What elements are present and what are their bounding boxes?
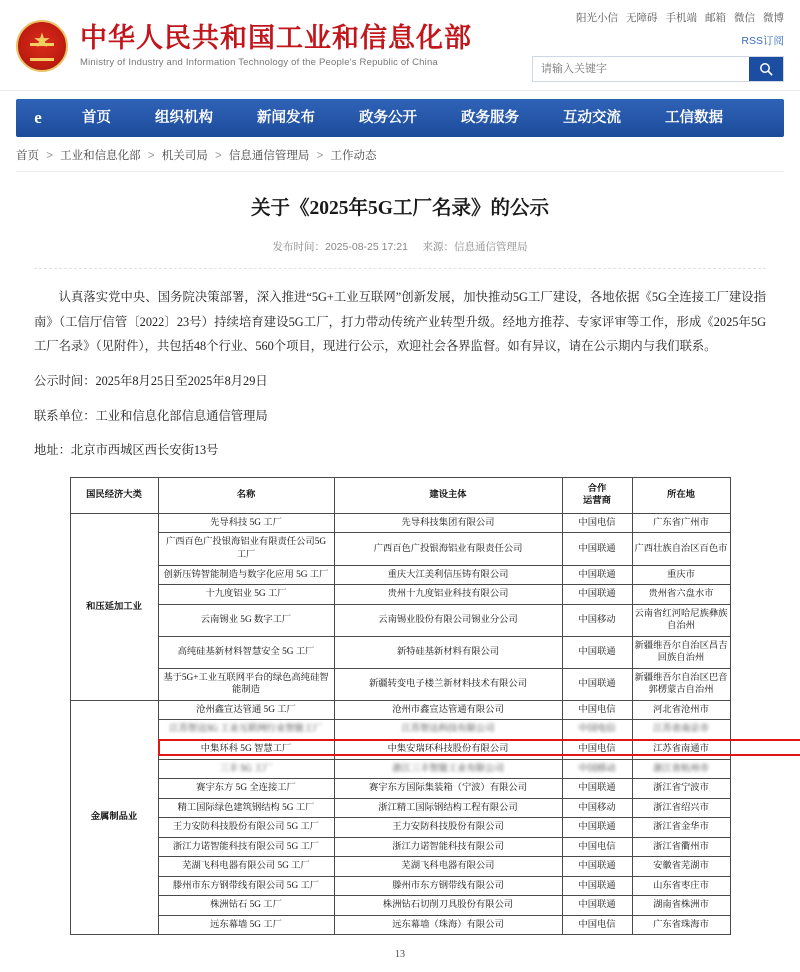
cell-name: 浙江力诺智能科技有限公司 5G 工厂 (158, 837, 334, 857)
table-row (70, 636, 730, 668)
breadcrumb-separator: > (46, 150, 53, 162)
cell-location: 广东省广州市 (632, 513, 730, 533)
breadcrumb-item-0[interactable]: 首页 (16, 150, 39, 162)
cell-name: 滕州市东方钢带线有限公司 5G 工厂 (158, 876, 334, 896)
cell-entity: 王力安防科技股份有限公司 (334, 818, 562, 838)
cell-name: 十九度铝业 5G 工厂 (158, 585, 334, 605)
category-cell-metal-rolling: 和压延加工业 (70, 513, 158, 700)
nav-item-gov-service[interactable]: 政务服务 (439, 99, 541, 137)
table-row (70, 533, 730, 565)
top-link-rss[interactable]: RSS订阅 (741, 33, 784, 48)
cell-location: 河北省沧州市 (632, 700, 730, 720)
table-row (70, 857, 730, 877)
cell-location: 浙江省宁波市 (632, 779, 730, 799)
cell-location: 安徽省芜湖市 (632, 857, 730, 877)
cell-location: 江苏省南京市 (632, 720, 730, 740)
page-number: 13 (34, 949, 766, 960)
th-name: 名称 (158, 477, 334, 513)
site-title-block (80, 24, 532, 69)
cell-location: 江苏省南通市 (632, 740, 730, 760)
cell-location: 云南省红河哈尼族彝族自治州 (632, 604, 730, 636)
cell-entity: 沧州市鑫宣达管通有限公司 (334, 700, 562, 720)
article (0, 172, 800, 960)
cell-operator: 中国联通 (562, 668, 632, 700)
main-nav (16, 99, 784, 137)
article-meta (34, 239, 766, 269)
cell-name: 沧州鑫宣达管通 5G 工厂 (158, 700, 334, 720)
table-row (70, 668, 730, 700)
cell-location: 山东省枣庄市 (632, 876, 730, 896)
table-row (70, 798, 730, 818)
cell-location: 广西壮族自治区百色市 (632, 533, 730, 565)
table-row (70, 700, 730, 720)
top-link-5[interactable]: 微博 (763, 10, 784, 25)
table-row (70, 876, 730, 896)
cell-name: 王力安防科技股份有限公司 5G 工厂 (158, 818, 334, 838)
cell-name: 基于5G+工业互联网平台的绿色高纯硅智能制造 (158, 668, 334, 700)
cell-operator: 中国联通 (562, 636, 632, 668)
nav-item-org[interactable]: 组织机构 (133, 99, 235, 137)
cell-entity: 新特硅基新材料有限公司 (334, 636, 562, 668)
cell-location: 广东省珠海市 (632, 915, 730, 935)
table-body (70, 513, 730, 935)
cell-operator: 中国电信 (562, 837, 632, 857)
search-button[interactable] (749, 57, 783, 81)
cell-operator: 中国电信 (562, 720, 632, 740)
th-entity: 建设主体 (334, 477, 562, 513)
th-location: 所在地 (632, 477, 730, 513)
paragraph-0: 认真落实党中央、国务院决策部署，深入推进“5G+工业互联网”创新发展，加快推动5G工厂建设，各地依据《5G全连接工厂建设指南》（工信厅信管〔2022〕23号）持续培育建设5G工厂，打力带动传统产业转型升级。经地方推荐、专家评审等工作，形成《2025年5G工厂名录》（见附件），共包括48个行业、560个项目，现进行公示，欢迎社会各界监督。如有异议，请在公示期内与我们联系。 (34, 285, 766, 359)
site-title-en: Ministry of Industry and Information Technology of the People's Republic of China (80, 57, 532, 68)
cell-name: 云南锡业 5G 数字工厂 (158, 604, 334, 636)
cell-location: 浙江省绍兴市 (632, 798, 730, 818)
breadcrumb (16, 147, 784, 172)
cell-operator: 中国联通 (562, 857, 632, 877)
cell-operator: 中国联通 (562, 533, 632, 565)
cell-name: 三丰 5G 工厂 (158, 759, 334, 779)
cell-entity: 先导科技集团有限公司 (334, 513, 562, 533)
breadcrumb-item-3[interactable]: 信息通信管理局 (229, 150, 310, 162)
site-title-cn: 中华人民共和国工业和信息化部 (80, 24, 532, 54)
cell-entity: 重庆大江美利信压铸有限公司 (334, 565, 562, 585)
table-header-row (70, 477, 730, 513)
cell-entity: 贵州十九度铝业科技有限公司 (334, 585, 562, 605)
cell-name: 广西百色广投银海铝业有限责任公司5G 工厂 (158, 533, 334, 565)
table-row (70, 585, 730, 605)
header-right (532, 10, 784, 82)
table-row (70, 896, 730, 916)
th-operator (562, 477, 632, 513)
cell-name: 芜湖飞科电器有限公司 5G 工厂 (158, 857, 334, 877)
table-row (70, 513, 730, 533)
th-category: 国民经济大类 (70, 477, 158, 513)
breadcrumb-item-2[interactable]: 机关司局 (162, 150, 208, 162)
breadcrumb-separator: > (215, 150, 222, 162)
table-row (70, 565, 730, 585)
cell-operator: 中国电信 (562, 740, 632, 760)
cell-operator: 中国联通 (562, 565, 632, 585)
source-value: 信息通信管理局 (454, 241, 528, 253)
cell-entity: 赛宇东方国际集装箱（宁波）有限公司 (334, 779, 562, 799)
cell-operator: 中国联通 (562, 896, 632, 916)
cell-entity: 云南锡业股份有限公司锡业分公司 (334, 604, 562, 636)
cell-entity: 浙江三丰智能工业有限公司 (334, 759, 562, 779)
nav-logo-icon: e (16, 108, 60, 128)
cell-name: 高纯硅基新材料智慧安全 5G 工厂 (158, 636, 334, 668)
cell-operator: 中国联通 (562, 818, 632, 838)
cell-operator: 中国移动 (562, 604, 632, 636)
category-cell-metal-products: 金属制品业 (70, 700, 158, 935)
cell-operator: 中国电信 (562, 513, 632, 533)
top-links (532, 10, 784, 48)
page-title: 关于《2025年5G工厂名录》的公示 (34, 194, 766, 223)
factory-listing-table (70, 477, 731, 936)
cell-name: 株洲钻石 5G 工厂 (158, 896, 334, 916)
article-body (34, 285, 766, 463)
cell-operator: 中国联通 (562, 876, 632, 896)
nav-items (60, 99, 784, 137)
cell-entity: 江苏智达科技有限公司 (334, 720, 562, 740)
cell-name: 远东幕墙 5G 工厂 (158, 915, 334, 935)
cell-entity: 中集安瑞环科技股份有限公司 (334, 740, 562, 760)
cell-operator: 中国联通 (562, 585, 632, 605)
cell-entity: 浙江精工国际钢结构工程有限公司 (334, 798, 562, 818)
table-row (70, 915, 730, 935)
table-row (70, 759, 730, 779)
cell-entity: 株洲钻石切削刀具股份有限公司 (334, 896, 562, 916)
cell-name: 先导科技 5G 工厂 (158, 513, 334, 533)
nav-item-news[interactable]: 新闻发布 (235, 99, 337, 137)
nav-item-data[interactable]: 工信数据 (643, 99, 745, 137)
cell-location: 浙江省杭州市 (632, 759, 730, 779)
cell-location: 重庆市 (632, 565, 730, 585)
nav-item-home[interactable]: 首页 (60, 99, 133, 137)
nav-item-gov-open[interactable]: 政务公开 (337, 99, 439, 137)
table-row (70, 604, 730, 636)
cell-name: 创新压铸智能制造与数字化应用 5G 工厂 (158, 565, 334, 585)
table-row (70, 837, 730, 857)
cell-location: 贵州省六盘水市 (632, 585, 730, 605)
paragraph-3: 地址：北京市西城区西长安街13号 (34, 438, 766, 463)
cell-entity: 广西百色广投银海铝业有限责任公司 (334, 533, 562, 565)
cell-operator: 中国移动 (562, 798, 632, 818)
cell-name: 江苏智达5G 工业互联网行业智能工厂 (158, 720, 334, 740)
cell-entity: 新疆转变电子楼兰新材料技术有限公司 (334, 668, 562, 700)
table-row-highlighted (70, 740, 730, 760)
search-icon (759, 62, 773, 76)
cell-location: 新疆维吾尔自治区巴音郭楞蒙古自治州 (632, 668, 730, 700)
cell-operator: 中国联通 (562, 779, 632, 799)
cell-entity: 浙江力诺智能科技有限公司 (334, 837, 562, 857)
th-operator-line2: 运营商 (565, 495, 630, 508)
cell-operator: 中国移动 (562, 759, 632, 779)
th-operator-line1: 合作 (565, 483, 630, 496)
cell-name: 中集环科 5G 智慧工厂 (158, 740, 334, 760)
source-label: 来源： (423, 241, 455, 253)
top-link-2[interactable]: 手机端 (666, 10, 698, 25)
publish-time: 2025-08-25 17:21 (325, 241, 408, 253)
cell-entity: 远东幕墙（珠海）有限公司 (334, 915, 562, 935)
nav-item-interaction[interactable]: 互动交流 (541, 99, 643, 137)
site-header (0, 0, 800, 91)
table-row (70, 720, 730, 740)
search-bar (532, 56, 784, 82)
cell-location: 浙江省金华市 (632, 818, 730, 838)
top-link-4[interactable]: 微信 (734, 10, 755, 25)
cell-location: 浙江省衢州市 (632, 837, 730, 857)
search-input[interactable] (533, 57, 749, 81)
top-link-1[interactable]: 无障碍 (626, 10, 658, 25)
publish-label: 发布时间： (273, 241, 326, 253)
top-link-0[interactable]: 阳光小信 (576, 10, 618, 25)
cell-entity: 芜湖飞科电器有限公司 (334, 857, 562, 877)
cell-operator: 中国电信 (562, 700, 632, 720)
paragraph-1: 公示时间：2025年8月25日至2025年8月29日 (34, 369, 766, 394)
national-emblem-icon (16, 20, 68, 72)
cell-operator: 中国电信 (562, 915, 632, 935)
breadcrumb-item-1[interactable]: 工业和信息化部 (60, 150, 141, 162)
cell-location: 湖南省株洲市 (632, 896, 730, 916)
cell-name: 赛宇东方 5G 全连接工厂 (158, 779, 334, 799)
cell-location: 新疆维吾尔自治区昌吉回族自治州 (632, 636, 730, 668)
cell-name: 精工国际绿色建筑钢结构 5G 工厂 (158, 798, 334, 818)
breadcrumb-separator: > (148, 150, 155, 162)
breadcrumb-item-4[interactable]: 工作动态 (331, 150, 377, 162)
paragraph-2: 联系单位：工业和信息化部信息通信管理局 (34, 404, 766, 429)
breadcrumb-separator: > (317, 150, 324, 162)
cell-entity: 滕州市东方钢带线有限公司 (334, 876, 562, 896)
table-row (70, 779, 730, 799)
top-link-3[interactable]: 邮箱 (705, 10, 726, 25)
table-row (70, 818, 730, 838)
